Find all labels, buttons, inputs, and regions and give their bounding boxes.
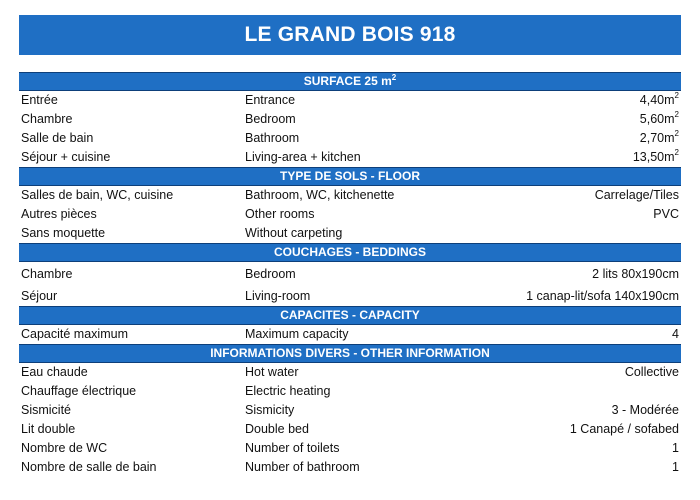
row-label-fr: Nombre de WC bbox=[21, 441, 108, 455]
section-header-surface bbox=[19, 72, 681, 91]
page-title bbox=[19, 15, 681, 55]
table-row bbox=[19, 382, 681, 401]
row-value-sup: 2 bbox=[674, 148, 679, 157]
table-row bbox=[19, 420, 681, 439]
row-value: Carrelage/Tiles bbox=[594, 188, 679, 202]
row-value bbox=[640, 110, 679, 129]
table-row bbox=[19, 439, 681, 458]
row-label-fr: Lit double bbox=[21, 422, 76, 436]
row-value: 2 lits 80x190cm bbox=[592, 267, 679, 281]
table-row bbox=[19, 186, 681, 205]
row-value: 3 - Modérée bbox=[611, 403, 679, 417]
table-row bbox=[19, 363, 681, 382]
row-value: 1 bbox=[672, 460, 679, 474]
row-label-en: Number of bathroom bbox=[245, 460, 360, 474]
row-value: 4 bbox=[672, 327, 679, 341]
section-header-floor bbox=[19, 167, 681, 186]
row-value-sup: 2 bbox=[674, 129, 679, 138]
table-row bbox=[19, 224, 681, 243]
row-label-en: Hot water bbox=[245, 365, 299, 379]
row-label-en: Other rooms bbox=[245, 207, 315, 221]
row-value-text: 2,70m bbox=[639, 131, 675, 145]
section-header-surface-sup: 2 bbox=[391, 73, 397, 82]
row-label-en: Bathroom, WC, kitchenette bbox=[245, 188, 395, 202]
section-header-other bbox=[19, 344, 681, 363]
row-label-fr: Chambre bbox=[21, 112, 73, 126]
row-label-en: Sismicity bbox=[245, 403, 295, 417]
row-label-fr: Salle de bain bbox=[21, 131, 94, 145]
table-row bbox=[19, 458, 681, 477]
row-value: PVC bbox=[653, 207, 679, 221]
row-label-en: Bedroom bbox=[245, 267, 296, 281]
row-value bbox=[640, 91, 679, 110]
page-title-text: LE GRAND BOIS 918 bbox=[244, 23, 456, 46]
row-value-text: 5,60m bbox=[639, 112, 675, 126]
row-label-en: Without carpeting bbox=[245, 226, 343, 240]
row-value bbox=[640, 129, 679, 148]
row-value bbox=[633, 148, 679, 167]
row-value-text: 4,40m bbox=[639, 93, 675, 107]
row-label-en: Bathroom bbox=[245, 131, 300, 145]
section-header-beddings-text: COUCHAGES - BEDDINGS bbox=[273, 245, 426, 259]
row-label-fr: Chauffage électrique bbox=[21, 384, 137, 398]
row-label-fr: Sans moquette bbox=[21, 226, 106, 240]
row-value: Collective bbox=[624, 365, 679, 379]
row-label-fr: Entrée bbox=[21, 93, 58, 107]
row-value: 1 bbox=[672, 441, 679, 455]
section-header-other-text: INFORMATIONS DIVERS - OTHER INFORMATION bbox=[210, 346, 490, 360]
row-label-fr: Capacité maximum bbox=[21, 327, 128, 341]
row-label-en: Double bed bbox=[245, 422, 309, 436]
table-row bbox=[19, 205, 681, 224]
row-label-fr: Eau chaude bbox=[21, 365, 88, 379]
row-label-en: Living-area + kitchen bbox=[245, 150, 361, 164]
row-label-fr: Salles de bain, WC, cuisine bbox=[21, 188, 174, 202]
row-label-fr: Autres pièces bbox=[21, 207, 97, 221]
row-value-sup: 2 bbox=[674, 91, 679, 100]
row-value-text: 13,50m bbox=[632, 150, 675, 164]
table-row bbox=[19, 325, 681, 344]
row-label-fr: Sismicité bbox=[21, 403, 72, 417]
section-header-capacity bbox=[19, 306, 681, 325]
row-label-en: Number of toilets bbox=[245, 441, 340, 455]
row-label-fr: Séjour + cuisine bbox=[21, 150, 111, 164]
table-row bbox=[19, 129, 681, 148]
table-row bbox=[19, 284, 681, 306]
section-header-floor-text: TYPE DE SOLS - FLOOR bbox=[279, 169, 420, 183]
row-label-fr: Nombre de salle de bain bbox=[21, 460, 157, 474]
table-row bbox=[19, 262, 681, 284]
table-row bbox=[19, 110, 681, 129]
row-value: 1 canap-lit/sofa 140x190cm bbox=[526, 289, 679, 303]
row-label-en: Electric heating bbox=[245, 384, 331, 398]
row-value-sup: 2 bbox=[674, 110, 679, 119]
row-label-fr: Chambre bbox=[21, 267, 73, 281]
table-row bbox=[19, 401, 681, 420]
property-info-table bbox=[19, 72, 681, 477]
row-label-en: Entrance bbox=[245, 93, 296, 107]
section-header-surface-text: SURFACE 25 m bbox=[303, 74, 392, 88]
row-label-fr: Séjour bbox=[21, 289, 58, 303]
row-label-en: Bedroom bbox=[245, 112, 296, 126]
table-row bbox=[19, 91, 681, 110]
table-row bbox=[19, 148, 681, 167]
row-label-en: Living-room bbox=[245, 289, 311, 303]
row-label-en: Maximum capacity bbox=[245, 327, 349, 341]
section-header-beddings bbox=[19, 243, 681, 262]
row-value: 1 Canapé / sofabed bbox=[569, 422, 679, 436]
section-header-capacity-text: CAPACITES - CAPACITY bbox=[280, 308, 420, 322]
